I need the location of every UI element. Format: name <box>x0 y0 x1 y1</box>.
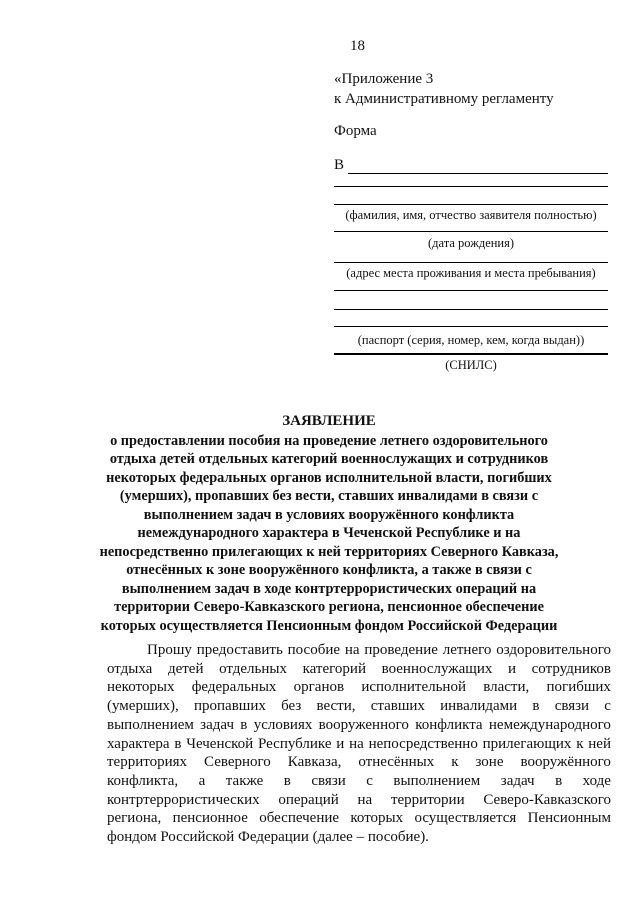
statement-title-block <box>60 412 598 635</box>
body-word: конфликта <box>415 716 483 733</box>
body-word: проведение <box>364 642 438 658</box>
statement-body <box>107 641 611 847</box>
page-number: 18 <box>350 38 365 54</box>
appendix-header <box>334 69 554 109</box>
body-word: пособие <box>287 642 341 658</box>
body-word: Чеченской <box>186 735 254 752</box>
body-word: Северного <box>204 754 271 771</box>
body-word: некоторых <box>107 679 175 696</box>
body-word: ставших <box>370 698 425 715</box>
body-line: фондом Российской Федерации (далее – пособие). <box>107 829 429 846</box>
body-word: непосредственно <box>368 735 478 752</box>
statement-subtitle-line: отдыха детей отдельных категорий военнослужащих и сотрудников <box>109 451 549 467</box>
body-word: которых <box>350 810 404 827</box>
body-word: сотрудников <box>531 660 611 677</box>
body-word: Северо-Кавказского <box>483 791 611 808</box>
recipient-field-line[interactable] <box>334 186 608 187</box>
body-word: пенсионное <box>172 810 248 827</box>
body-word: ней <box>588 735 611 752</box>
snils-caption: (СНИЛС) <box>445 358 497 372</box>
recipient-field[interactable] <box>348 159 608 174</box>
body-word: отдельных <box>219 660 287 677</box>
body-word: инвалидами <box>440 698 518 715</box>
statement-subtitle-line: которых осуществляется Пенсионным фондом Российской Федерации <box>100 617 558 634</box>
body-word: Кавказа, <box>287 754 342 771</box>
appendix-reference: к Административному регламенту <box>334 91 554 107</box>
body-word: обеспечение <box>259 810 340 827</box>
body-word: военнослужащих <box>381 660 493 677</box>
body-line <box>107 660 611 679</box>
body-word: органов <box>293 679 345 696</box>
statement-subtitle-line: территории Северо-Кавказского региона, пенсионное обеспечение <box>114 599 544 615</box>
passport-field-line[interactable] <box>334 326 608 327</box>
birth-date-field-line[interactable] <box>334 231 608 232</box>
address-field-line[interactable] <box>334 262 608 263</box>
applicant-fields <box>334 155 608 373</box>
body-word: территории <box>390 791 465 808</box>
body-word: категорий <box>302 660 366 677</box>
statement-title: ЗАЯВЛЕНИЕ <box>282 413 376 429</box>
body-word: выполнением <box>393 772 481 789</box>
body-word: зоне <box>475 754 504 771</box>
body-word: региона, <box>107 810 162 827</box>
body-word: связи <box>554 698 590 715</box>
body-word: а <box>198 772 206 789</box>
body-word: летнего <box>442 642 492 658</box>
address-caption: (адрес места проживания и места пребывания) <box>346 266 596 280</box>
body-line <box>107 772 611 791</box>
passport-caption: (паспорт (серия, номер, кем, когда выдан)) <box>357 333 585 347</box>
recipient-line[interactable] <box>334 155 608 174</box>
statement-subtitle-line: некоторых федеральных органов исполнительной власти, погибших <box>106 469 552 486</box>
body-word: в <box>240 716 248 733</box>
body-line <box>107 641 611 660</box>
body-word: конфликта, <box>107 772 179 789</box>
body-word: прилегающих <box>482 735 572 752</box>
address-field-line-3[interactable] <box>334 309 608 310</box>
body-word: задач <box>200 716 234 733</box>
body-word: без <box>281 698 302 715</box>
body-word: немеждународного <box>488 716 611 733</box>
body-word: (умерших), <box>107 698 179 715</box>
body-word: Пенсионным <box>527 810 611 827</box>
body-word: на <box>344 642 360 658</box>
statement-subtitle-line: выполнением задач в условиях вооружённого конфликта <box>143 506 515 523</box>
body-line <box>107 735 611 754</box>
body-word: пропавших <box>193 698 266 715</box>
body-word: на <box>357 791 373 808</box>
body-word: к <box>451 754 459 771</box>
body-word: ходе <box>582 772 611 789</box>
body-word: с <box>604 698 611 715</box>
body-word: в <box>174 735 182 752</box>
body-word: с <box>366 772 373 789</box>
body-word: операций <box>278 791 339 808</box>
statement-subtitle-line: отнесённых к зоне вооружённого конфликта, а также в связи с <box>126 562 532 578</box>
statement-subtitle-line: непосредственно прилегающих к ней территориях Северного Кавказа, <box>99 543 559 560</box>
body-word: погибших <box>546 679 611 696</box>
body-word: вооруженного <box>318 716 409 733</box>
body-word: к <box>576 735 584 752</box>
statement-subtitle-line: (умерших), пропавших без вести, ставших инвалидами в связи с <box>119 488 539 504</box>
body-line <box>107 753 611 772</box>
recipient-label: В <box>334 157 345 173</box>
fio-caption: (фамилия, имя, отчество заявителя полностью) <box>345 208 597 222</box>
statement-subtitle-line: выполнением задач в ходе контртеррористических операций на <box>121 580 537 597</box>
body-word: предоставить <box>196 642 283 658</box>
body-word: территориях <box>107 754 188 771</box>
body-word: связи <box>311 772 346 789</box>
statement-subtitle-line: немеждународного характера в Чеченской Республике и на <box>137 525 521 541</box>
statement-subtitle-line: о предоставлении пособия на проведение летнего оздоровительного <box>110 432 548 449</box>
body-line <box>107 678 611 697</box>
body-word: в <box>532 698 540 715</box>
body-word: выполнением <box>107 716 194 733</box>
body-word: также <box>225 772 264 789</box>
body-word: задач <box>500 772 535 789</box>
body-word: условиях <box>253 716 313 733</box>
body-word: в <box>283 772 291 789</box>
body-word: Республике <box>258 735 332 752</box>
body-word: на <box>349 735 364 752</box>
body-word: контртеррористических <box>107 791 260 808</box>
fio-field-line[interactable] <box>334 204 608 205</box>
body-line <box>107 809 611 828</box>
body-word: федеральных <box>191 679 277 696</box>
body-word: и <box>336 735 345 752</box>
body-word: отдыха <box>107 660 153 677</box>
address-field-line-2[interactable] <box>334 290 608 291</box>
body-word: власти, <box>483 679 530 696</box>
birth-date-caption: (дата рождения) <box>427 236 515 250</box>
body-word: и <box>508 660 517 677</box>
snils-field-line[interactable] <box>334 353 608 355</box>
body-word: характера <box>107 735 170 752</box>
body-word: вооружённого <box>520 754 611 771</box>
body-word: детей <box>167 660 204 677</box>
statement-subtitle <box>60 432 598 636</box>
body-word: в <box>555 772 563 789</box>
body-line <box>107 716 611 735</box>
body-line <box>107 791 611 810</box>
body-line <box>107 697 611 716</box>
form-label: Форма <box>334 123 377 139</box>
body-word: оздоровительного <box>496 642 611 658</box>
body-word: осуществляется <box>414 810 517 827</box>
body-word: отнесённых <box>358 754 435 771</box>
body-word: исполнительной <box>361 679 466 696</box>
appendix-title: «Приложение 3 <box>334 71 434 87</box>
body-word: Прошу <box>147 642 192 658</box>
body-word: вести, <box>316 698 356 715</box>
